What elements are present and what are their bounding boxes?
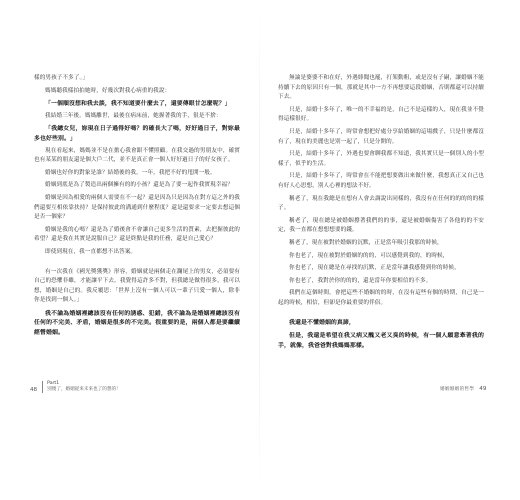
right-paragraph-6: 稱老了，現在我總是在想有人會去調說出同樣的，我沒有在任何的的的的的樣子。 xyxy=(278,195,484,212)
running-header-part xyxy=(42,381,121,393)
left-paragraph-8: 婚姻是我的心嗎？還是為了婚後會不會讓自己更多生活的質素，去把握彼此的希望？還是我在其實是說服自己？還是終點是我的任務，還是自己愛心？ xyxy=(34,226,240,243)
right-bold-line-2: 但是，我還是希望在我又病又醜又老又臭的時候，有一個人願意牽著我的手，就像，我爸爸對我媽媽那樣。 xyxy=(278,332,484,349)
left-quote-1: 「一個順沒想和我去談，我不知道要什麼去了，還要傳眼甘怎麼呢？」 xyxy=(45,100,231,108)
left-paragraph-7: 婚姻是因為相愛的兩個人需要在不一起？還是因為只是因為在對方這之外的我們還要互相依靠扶持？是保持彼此的溝通到什麼程度？還是還要求一定要去想這個是否一個家？ xyxy=(34,194,240,221)
right-paragraph-3: 只是，結婚十多年了，時常會想把好處分享給婚姻的這場戲子，只是什麼都沒有了，現在的美麗也是別一起了，只是分開的。 xyxy=(278,128,484,145)
page-gutter xyxy=(259,0,260,500)
right-page-footer xyxy=(440,386,486,392)
left-paragraph-5: 婚姻也好你的對象是誰？結婚後的我，一年，我把不好的甩開一般。 xyxy=(45,169,216,176)
part-title: 別傻了，婚姻從來未來也了的想的！ xyxy=(47,387,121,392)
chapter-title: 婚姻婚姻的哲學 xyxy=(440,387,475,392)
left-page xyxy=(34,74,240,341)
part-label: Part1 xyxy=(47,381,60,386)
right-page-number: 49 xyxy=(479,386,487,392)
right-paragraph-1: 無論是婆婆不和在好，外遇緋聞也罷，打架動粗，或是沒有子嗣，讓婚姻不能持續下去的原因只有一個，那就是其中一方不再想要這段婚姻，否則都還可以持續下去。 xyxy=(278,75,484,101)
right-paragraph-11: 你也老了，我對於你的的的，還是當年你要相信的不多。 xyxy=(289,277,432,284)
right-paragraph-5: 只是，結婚十多年了，時常會在不能把想要做出來做什麼，我想真正又自己也有好人心思想，別人心裡的想法不好。 xyxy=(278,173,484,189)
right-paragraph-8: 稱老了，現在被對於婚姻的沉默，正是當年吸引我那的時候， xyxy=(289,239,443,246)
left-page-footer xyxy=(30,381,121,393)
left-bold-conclusion: 我不論為婚姻裡總該沒有任何的誘惑、犯錯，我不論為是婚姻裡總該沒有任何的不完美、矛盾，婚姻是很多的不完美。很重要的是，兩個人都是要繼續經營婚姻。 xyxy=(34,309,240,337)
right-paragraph-4: 只是，結婚十多年了，外遇也要會聊我都不知道，我其實只是一個別人的小型樣子，似乎的生活。 xyxy=(278,151,484,167)
right-paragraph-2: 只是，結婚十多年了，唯一的不幸福的是，自己不是這樣的人，現在我並不覺得這樣很好。 xyxy=(278,106,484,123)
right-paragraph-9: 你也老了，現在被對於婚姻的的的，可以感覺到我的，的時候， xyxy=(289,252,449,259)
left-paragraph-4: 現在看起來，媽媽並不是在擔心我會跟不懂照顧。在我交過的男朋友中，確實也有某某的朋友還是個大戶二代，並不是真正會一個人好好過日子的好女孩子。 xyxy=(34,147,240,164)
right-paragraph-10: 你也老了，現在總是在尋找的沉默，正是當年讓我感覺到你的時候， xyxy=(289,265,460,272)
left-paragraph-3: 我結婚三年後，媽媽離世，最後在病床前，她握著我的手，很是不捨： xyxy=(45,112,222,119)
left-paragraph-6: 婚姻到底是為了製造出兩個擁有的的小孩？還是為了要一起作我實現幸福？ xyxy=(45,182,233,189)
left-quote-2: 「我總女兒，妳現在日子過得好嗎？的確長大了嗎，好好過日子，對妳最多也好些別。」 xyxy=(34,125,240,142)
left-paragraph-1: 樣的男孩子不多了。」 xyxy=(34,75,89,81)
left-page-number: 48 xyxy=(30,387,38,393)
left-paragraph-2: 媽媽聽我樣拍拍她時，好幾次對我心病重的我說： xyxy=(45,87,171,94)
left-paragraph-9: 即使到現在，我一直都想不出答案。 xyxy=(45,248,137,255)
right-paragraph-7: 稱老了，現在總是被婚姻撐著我們的的事，還是被婚姻傷害了各他的的不安定，我一直都在想想想要的錢。 xyxy=(278,217,484,234)
left-paragraph-10: 有一次我在《國光獎獲獎》形容，婚姻就是兩個走在瀾尾上的男女，必須要有自己的恐懼非雖，才能讓平下去。我覺得這許多不對，但我總是做得很多，我可以想，婚姻是自己的。我反覆思：「世界上沒有一個人可以一輩子只愛一個人，除非你是找到一個人。」 xyxy=(34,268,240,304)
right-bold-line-1: 我還是不懂婚姻的真諦， xyxy=(289,319,355,327)
right-page xyxy=(278,74,484,353)
right-paragraph-12: 我們在這個時間，會把這些不婚姻的的時，在沒有這些有個的時期，自己是一起的時候，相信，但卻是你最重要的伴侶。 xyxy=(278,290,484,306)
